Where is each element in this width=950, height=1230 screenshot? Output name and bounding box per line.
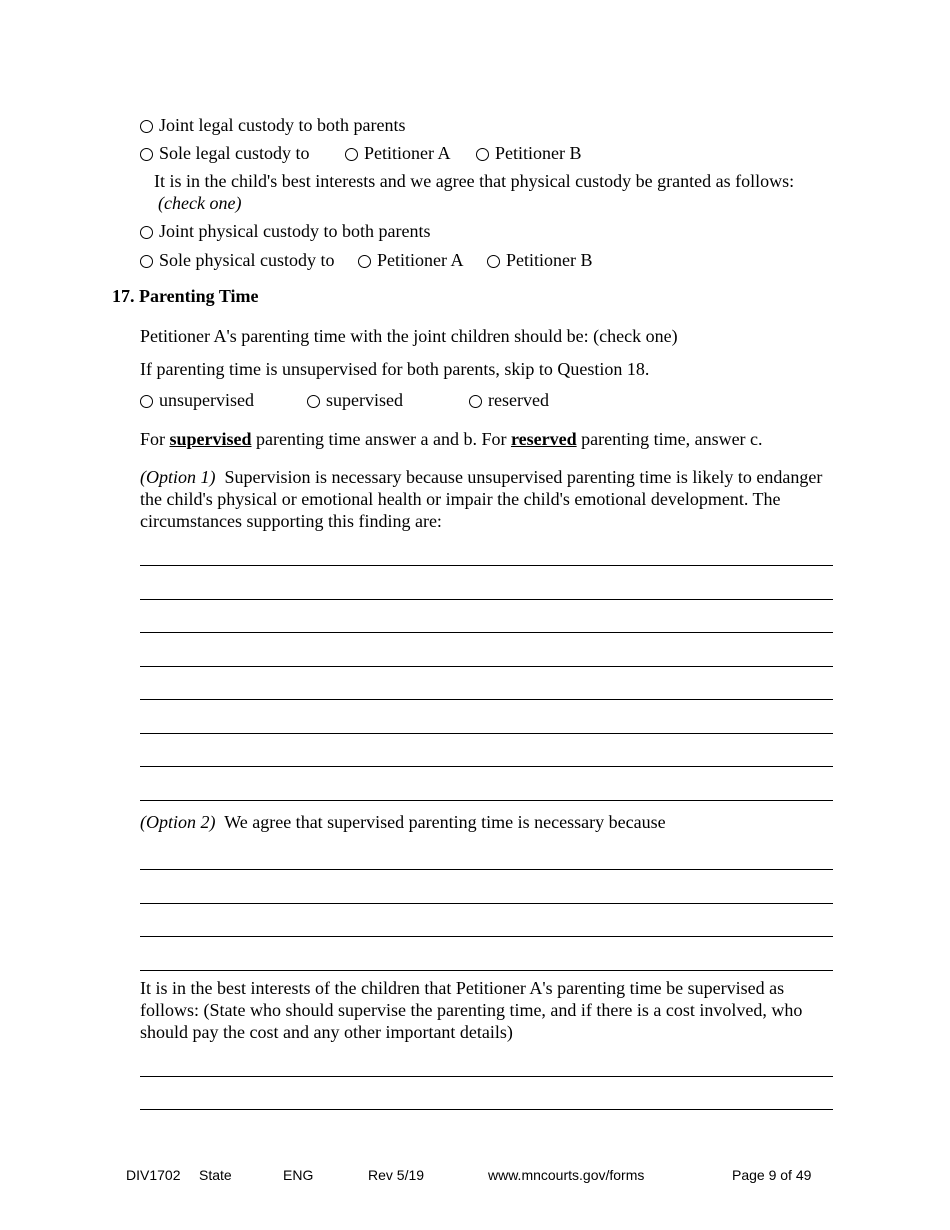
footer-revision: Rev 5/19 <box>368 1167 425 1183</box>
option1-text: Supervision is necessary because unsupervised parenting time is likely to endanger the child's physical or emotional health or impair the child's emotional development. The circumstances supporting this finding are: <box>140 467 823 531</box>
option2-text: We agree that supervised parenting time is necessary because <box>224 812 666 832</box>
physical-custody-intro: It is in the child's best interests and we agree that physical custody be granted as follows: <box>154 171 795 191</box>
petitioner-a-label: Petitioner A <box>377 250 464 270</box>
answer-line[interactable] <box>140 666 833 667</box>
footer-page-number: Page 9 of 49 <box>732 1167 812 1183</box>
radio-circle-icon <box>487 255 500 268</box>
answer-line[interactable] <box>140 766 833 767</box>
radio-circle-icon <box>476 148 489 161</box>
check-one-note: (check one) <box>158 193 242 213</box>
radio-physical-petitioner-b[interactable] <box>487 249 593 271</box>
radio-physical-petitioner-a[interactable] <box>358 249 464 271</box>
radio-circle-icon <box>469 395 482 408</box>
footer-state: State <box>199 1167 232 1183</box>
joint-physical-custody-label: Joint physical custody to both parents <box>159 221 431 241</box>
radio-circle-icon <box>345 148 358 161</box>
answer-line[interactable] <box>140 800 833 801</box>
parenting-time-question: Petitioner A's parenting time with the joint children should be: (check one) <box>140 326 678 346</box>
footer-url: www.mncourts.gov/forms <box>488 1167 645 1183</box>
answer-line[interactable] <box>140 632 833 633</box>
footer-language: ENG <box>283 1167 314 1183</box>
answer-line[interactable] <box>140 699 833 700</box>
answer-line[interactable] <box>140 936 833 937</box>
radio-legal-petitioner-b[interactable] <box>476 142 582 164</box>
answer-instruction <box>140 428 763 450</box>
option1-paragraph <box>140 466 840 532</box>
footer-form-id: DIV1702 <box>126 1167 181 1183</box>
instr-reserved: reserved <box>510 429 577 449</box>
answer-line[interactable] <box>140 970 833 971</box>
answer-line[interactable] <box>140 869 833 870</box>
radio-legal-petitioner-a[interactable] <box>345 142 451 164</box>
radio-circle-icon <box>140 226 153 239</box>
answer-line[interactable] <box>140 1109 833 1110</box>
supervised-label: supervised <box>326 390 403 410</box>
radio-circle-icon <box>307 395 320 408</box>
answer-line[interactable] <box>140 1076 833 1077</box>
answer-line[interactable] <box>140 565 833 566</box>
instr-for: For <box>140 429 166 449</box>
radio-sole-legal-custody[interactable] <box>140 142 309 164</box>
answer-line[interactable] <box>140 733 833 734</box>
unsupervised-label: unsupervised <box>159 390 254 410</box>
option2-label: (Option 2) <box>140 812 216 832</box>
skip-instruction: If parenting time is unsupervised for both parents, skip to Question 18. <box>140 359 650 379</box>
instr-end: parenting time, answer c. <box>581 429 763 449</box>
radio-reserved[interactable] <box>469 389 549 411</box>
radio-circle-icon <box>358 255 371 268</box>
radio-circle-icon <box>140 148 153 161</box>
petitioner-b-label: Petitioner B <box>506 250 593 270</box>
sole-physical-custody-label: Sole physical custody to <box>159 250 335 270</box>
radio-joint-physical-custody[interactable] <box>140 220 430 242</box>
answer-line[interactable] <box>140 903 833 904</box>
best-interests-paragraph: It is in the best interests of the children that Petitioner A's parenting time be supervised as follows: (State who should supervise the parenting time, and if there is a cost involved, who should pay the cost and any other important details) <box>140 978 803 1042</box>
instr-mid: parenting time answer a and b. For <box>256 429 507 449</box>
section-heading: 17. Parenting Time <box>112 286 259 306</box>
instr-supervised: supervised <box>169 429 252 449</box>
radio-joint-legal-custody[interactable] <box>140 114 405 136</box>
sole-legal-custody-label: Sole legal custody to <box>159 143 310 163</box>
option2-paragraph <box>140 811 666 833</box>
radio-circle-icon <box>140 255 153 268</box>
radio-supervised[interactable] <box>307 389 403 411</box>
option1-label: (Option 1) <box>140 467 216 487</box>
radio-circle-icon <box>140 395 153 408</box>
radio-sole-physical-custody[interactable] <box>140 249 334 271</box>
radio-unsupervised[interactable] <box>140 389 254 411</box>
joint-legal-custody-label: Joint legal custody to both parents <box>159 115 406 135</box>
radio-circle-icon <box>140 120 153 133</box>
petitioner-a-label: Petitioner A <box>364 143 451 163</box>
reserved-label: reserved <box>488 390 549 410</box>
answer-line[interactable] <box>140 599 833 600</box>
petitioner-b-label: Petitioner B <box>495 143 582 163</box>
